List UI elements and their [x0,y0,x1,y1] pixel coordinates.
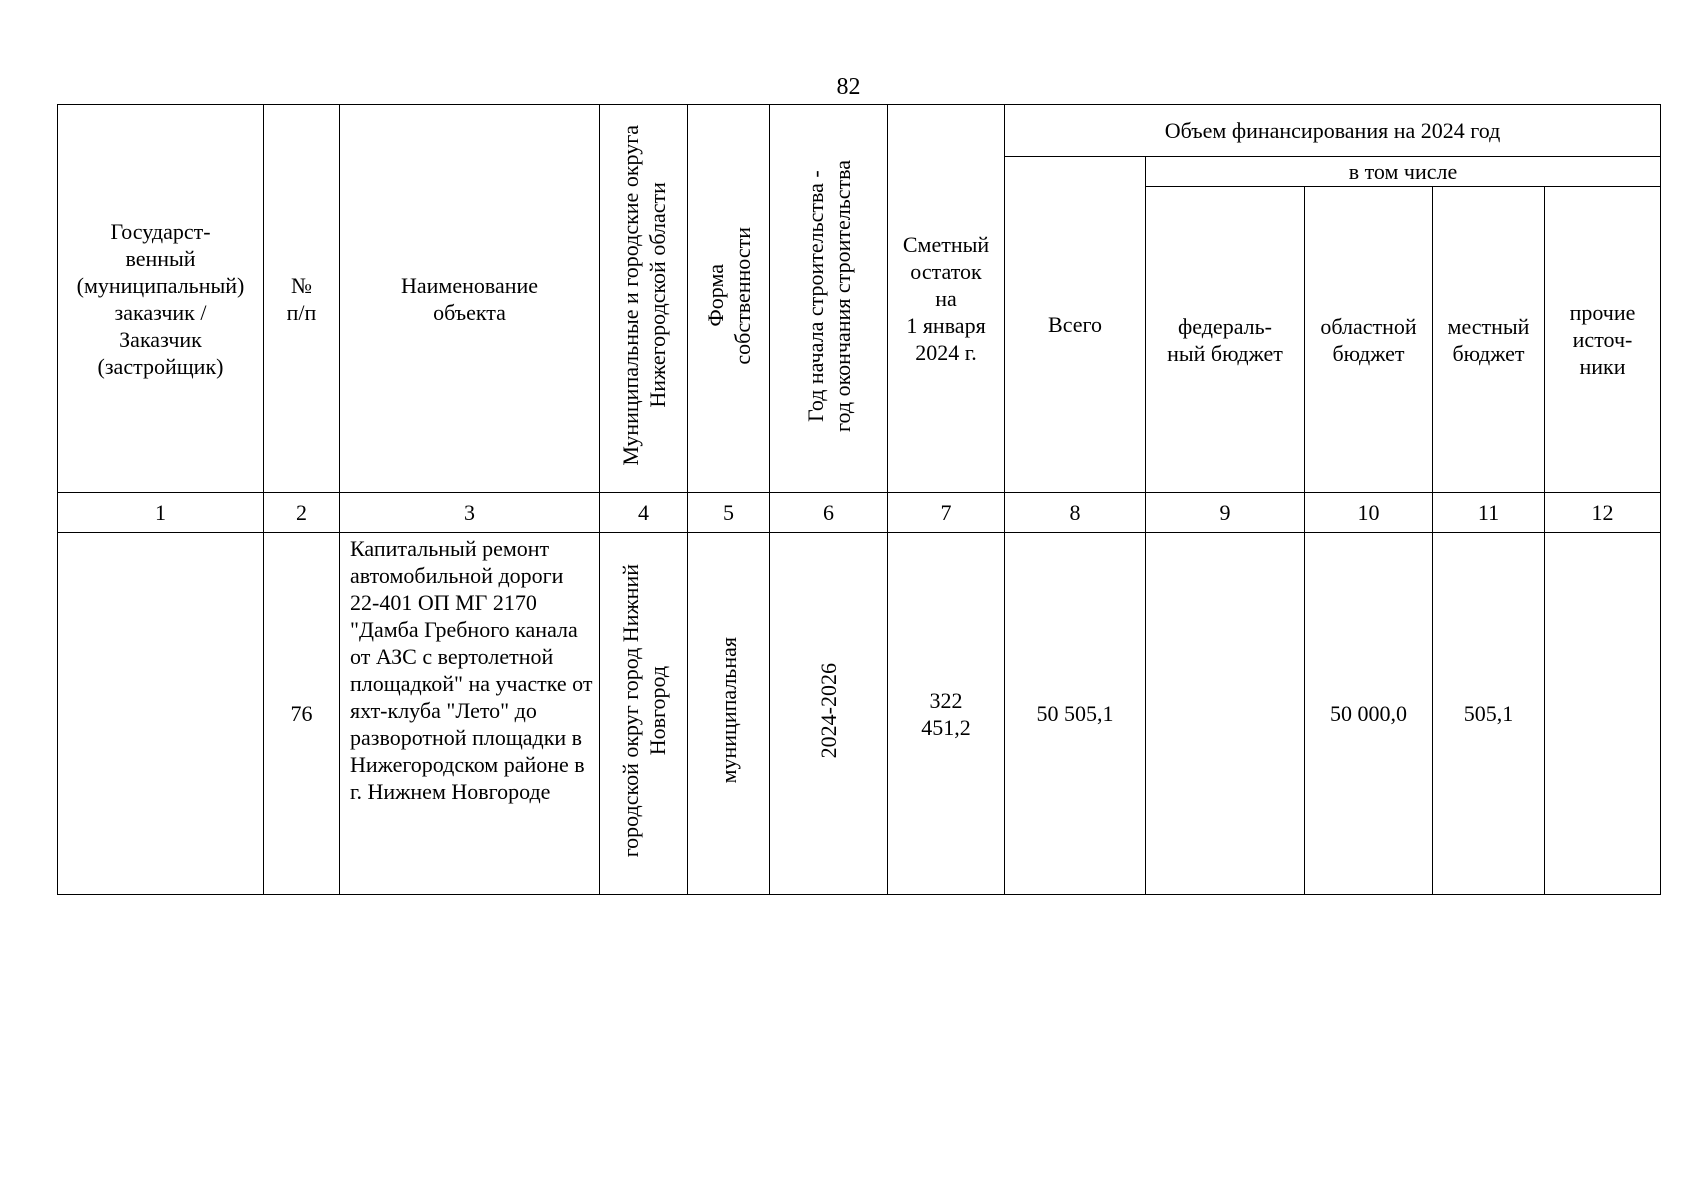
header-number: № п/п [264,105,340,493]
cell-number: 76 [264,533,340,895]
cell-district: городской округ город Нижний Новгород [600,533,688,895]
column-number: 10 [1305,493,1433,533]
header-financing-title: Объем финансирования на 2024 год [1005,105,1661,157]
cell-local: 505,1 [1433,533,1545,895]
column-number: 6 [770,493,888,533]
header-customer: Государст- венный (муниципальный) заказчик / Заказчик (застройщик) [58,105,264,493]
cell-regional: 50 000,0 [1305,533,1433,895]
cell-federal [1146,533,1305,895]
column-number: 11 [1433,493,1545,533]
cell-total: 50 505,1 [1005,533,1146,895]
column-number: 7 [888,493,1005,533]
column-number: 8 [1005,493,1146,533]
header-district: Муниципальные и городские округа Нижегородской области [600,105,688,493]
header-total: Всего [1005,157,1146,493]
header-object-name: Наименование объекта [340,105,600,493]
header-local: местный бюджет [1433,187,1545,493]
column-number: 5 [688,493,770,533]
header-federal: федераль- ный бюджет [1146,187,1305,493]
table-row [58,533,1661,895]
header-estimated-balance: Сметный остаток на 1 января 2024 г. [888,105,1005,493]
page-number: 82 [836,74,861,100]
header-row [58,105,1661,157]
column-number: 9 [1146,493,1305,533]
header-regional: областной бюджет [1305,187,1433,493]
column-number: 4 [600,493,688,533]
cell-customer [58,533,264,895]
column-number: 2 [264,493,340,533]
header-years: Год начала строительства - год окончания строительства [770,105,888,493]
cell-years: 2024-2026 [770,533,888,895]
cell-object-name: Капитальный ремонт автомобильной дороги 22-401 ОП МГ 2170 "Дамба Гребного канала от АЗС с вертолетной площадкой" на участке от яхт-клуба "Лето" до разворотной площадки в Нижегородском районе в г. Нижнем Новгороде [340,533,600,895]
header-including: в том числе [1146,157,1661,187]
cell-other [1545,533,1661,895]
header-other: прочие источ- ники [1545,187,1661,493]
financing-table [57,104,1661,895]
column-number: 3 [340,493,600,533]
column-numbers-row [58,493,1661,533]
cell-estimated-balance: 322 451,2 [888,533,1005,895]
column-number: 12 [1545,493,1661,533]
column-number: 1 [58,493,264,533]
header-ownership: Форма собственности [688,105,770,493]
cell-ownership: муниципальная [688,533,770,895]
